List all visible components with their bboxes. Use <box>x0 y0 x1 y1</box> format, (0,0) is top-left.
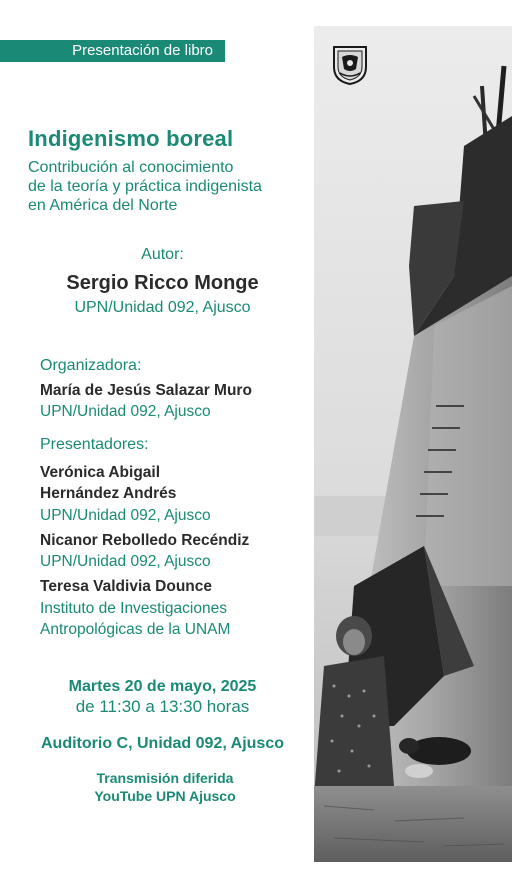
presenters-label: Presentadores: <box>40 436 149 453</box>
event-date: Martes 20 de mayo, 2025 <box>68 678 257 695</box>
header-band <box>0 40 225 62</box>
book-subtitle <box>28 158 308 215</box>
stream-info <box>0 769 330 805</box>
unam-seal-icon <box>330 43 370 85</box>
presenter-name: Hernández Andrés <box>40 485 177 502</box>
book-title: Indigenismo boreal <box>28 126 234 151</box>
organizer-affiliation: UPN/Unidad 092, Ajusco <box>40 403 211 420</box>
event-time: de 11:30 a 13:30 horas <box>75 697 250 716</box>
organizer-name: María de Jesús Salazar Muro <box>40 382 252 399</box>
presenter-affiliation: Instituto de Investigaciones <box>40 600 227 617</box>
author-label: Autor: <box>141 246 184 263</box>
author-affiliation: UPN/Unidad 092, Ajusco <box>74 299 251 316</box>
presenter-affiliation: UPN/Unidad 092, Ajusco <box>40 553 211 570</box>
presenter-affiliation: Antropológicas de la UNAM <box>40 621 231 638</box>
subtitle-line: en América del Norte <box>28 197 178 214</box>
stream-line: YouTube UPN Ajusco <box>94 788 236 804</box>
presenter-name: Teresa Valdivia Dounce <box>40 578 213 595</box>
presenter-name: Verónica Abigail <box>40 464 161 481</box>
header-label: Presentación de libro <box>72 42 213 59</box>
presenter-affiliation: UPN/Unidad 092, Ajusco <box>40 507 211 524</box>
stream-line: Transmisión diferida <box>96 770 234 786</box>
presenter-name: Nicanor Rebolledo Recéndiz <box>40 532 250 549</box>
author-name: Sergio Ricco Monge <box>66 272 259 294</box>
event-venue: Auditorio C, Unidad 092, Ajusco <box>41 735 284 752</box>
subtitle-line: de la teoría y práctica indigenista <box>28 178 262 195</box>
tipi-photo <box>314 26 512 862</box>
subtitle-line: Contribución al conocimiento <box>28 159 234 176</box>
organizer-label: Organizadora: <box>40 357 142 374</box>
